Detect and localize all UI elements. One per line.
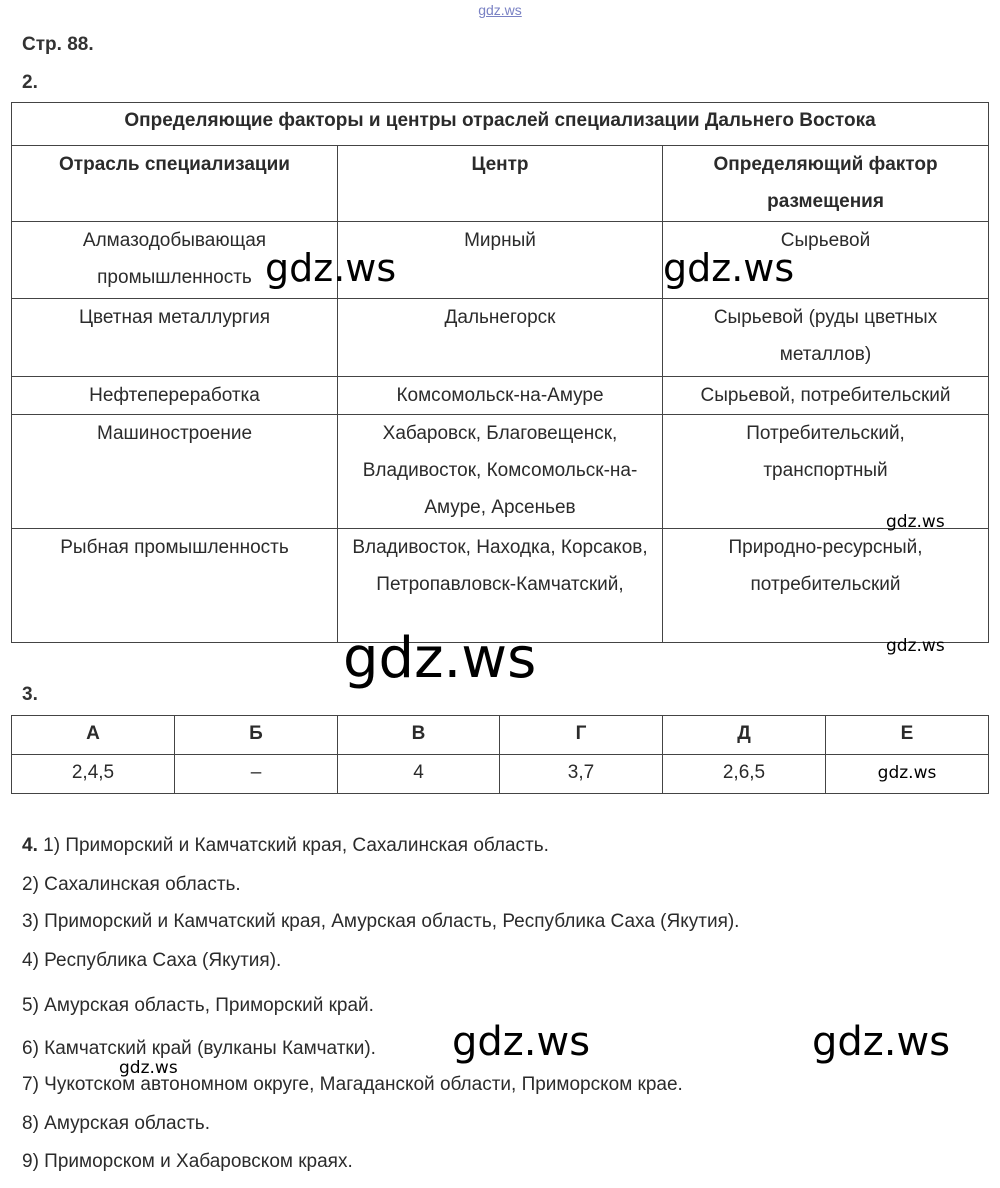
watermark: gdz.ws [343,626,537,691]
cell-center: Мирный [338,222,663,299]
cell-center: Хабаровск, Благовещенск, Владивосток, Комсомольск-на-Амуре, Арсеньев [338,415,663,529]
task3-number: 3. [22,684,38,705]
value-d: 2,6,5 [663,755,826,794]
column-header-industry: Отрасль специализации [12,146,338,222]
task4-number: 4. [22,835,38,856]
task4-item-text: 1) Приморский и Камчатский края, Сахалинская область. [43,835,549,856]
table-caption: Определяющие факторы и центры отраслей специализации Дальнего Востока [12,103,989,146]
watermark: gdz.ws [663,246,795,290]
cell-factor: Природно-ресурсный, потребительский [663,529,989,643]
column-header-v: В [338,716,500,755]
task4-item: 2) Сахалинская область. [22,874,241,895]
cell-industry: Нефтепереработка [12,377,338,415]
table-row [12,415,989,529]
task4-item: 9) Приморском и Хабаровском краях. [22,1151,353,1172]
watermark: gdz.ws [812,1019,951,1065]
column-header-factor: Определяющий фактор размещения [663,146,989,222]
cell-center: Владивосток, Находка, Корсаков, Петропавловск-Камчатский, [338,529,663,643]
column-header-e: Е [826,716,989,755]
cell-industry: Машиностроение [12,415,338,529]
cell-center: Дальнегорск [338,299,663,377]
watermark: gdz.ws [265,246,397,290]
column-header-center: Центр [338,146,663,222]
column-header-g: Г [500,716,663,755]
cell-factor: Сырьевой, потребительский [663,377,989,415]
value-a: 2,4,5 [12,755,175,794]
task4-item: 8) Амурская область. [22,1113,210,1134]
top-watermark-link[interactable]: gdz.ws [478,2,522,18]
value-g: 3,7 [500,755,663,794]
value-e-watermark: gdz.ws [826,755,989,794]
task4-item: 5) Амурская область, Приморский край. [22,995,374,1016]
cell-factor: Сырьевой (руды цветных металлов) [663,299,989,377]
task4-item: 6) Камчатский край (вулканы Камчатки). [22,1038,376,1059]
table-row [12,299,989,377]
industry-table [11,102,989,643]
value-b: – [175,755,338,794]
watermark-small: gdz.ws [886,636,945,656]
watermark-small: gdz.ws [886,512,945,532]
value-v: 4 [338,755,500,794]
table-row [12,755,989,794]
column-header-a: А [12,716,175,755]
task4-item: 7) Чукотском автономном округе, Магаданской области, Приморском крае. [22,1074,683,1095]
cell-industry: Цветная металлургия [12,299,338,377]
table-row [12,222,989,299]
cell-center: Комсомольск-на-Амуре [338,377,663,415]
answers-table [11,715,989,794]
table-row [12,377,989,415]
task4-item: 3) Приморский и Камчатский края, Амурская область, Республика Саха (Якутия). [22,911,740,932]
cell-factor: Потребительский, транспортный [663,415,989,529]
watermark-small: gdz.ws [119,1058,178,1078]
task2-number: 2. [22,72,38,93]
task4-item: 4) Республика Саха (Якутия). [22,950,282,971]
task4-item [22,835,549,857]
page-label: Стр. 88. [22,34,94,55]
cell-factor: Сырьевой [663,222,989,299]
watermark: gdz.ws [452,1019,591,1065]
cell-industry: Алмазодобывающая промышленность [12,222,338,299]
cell-industry: Рыбная промышленность [12,529,338,643]
column-header-d: Д [663,716,826,755]
column-header-b: Б [175,716,338,755]
